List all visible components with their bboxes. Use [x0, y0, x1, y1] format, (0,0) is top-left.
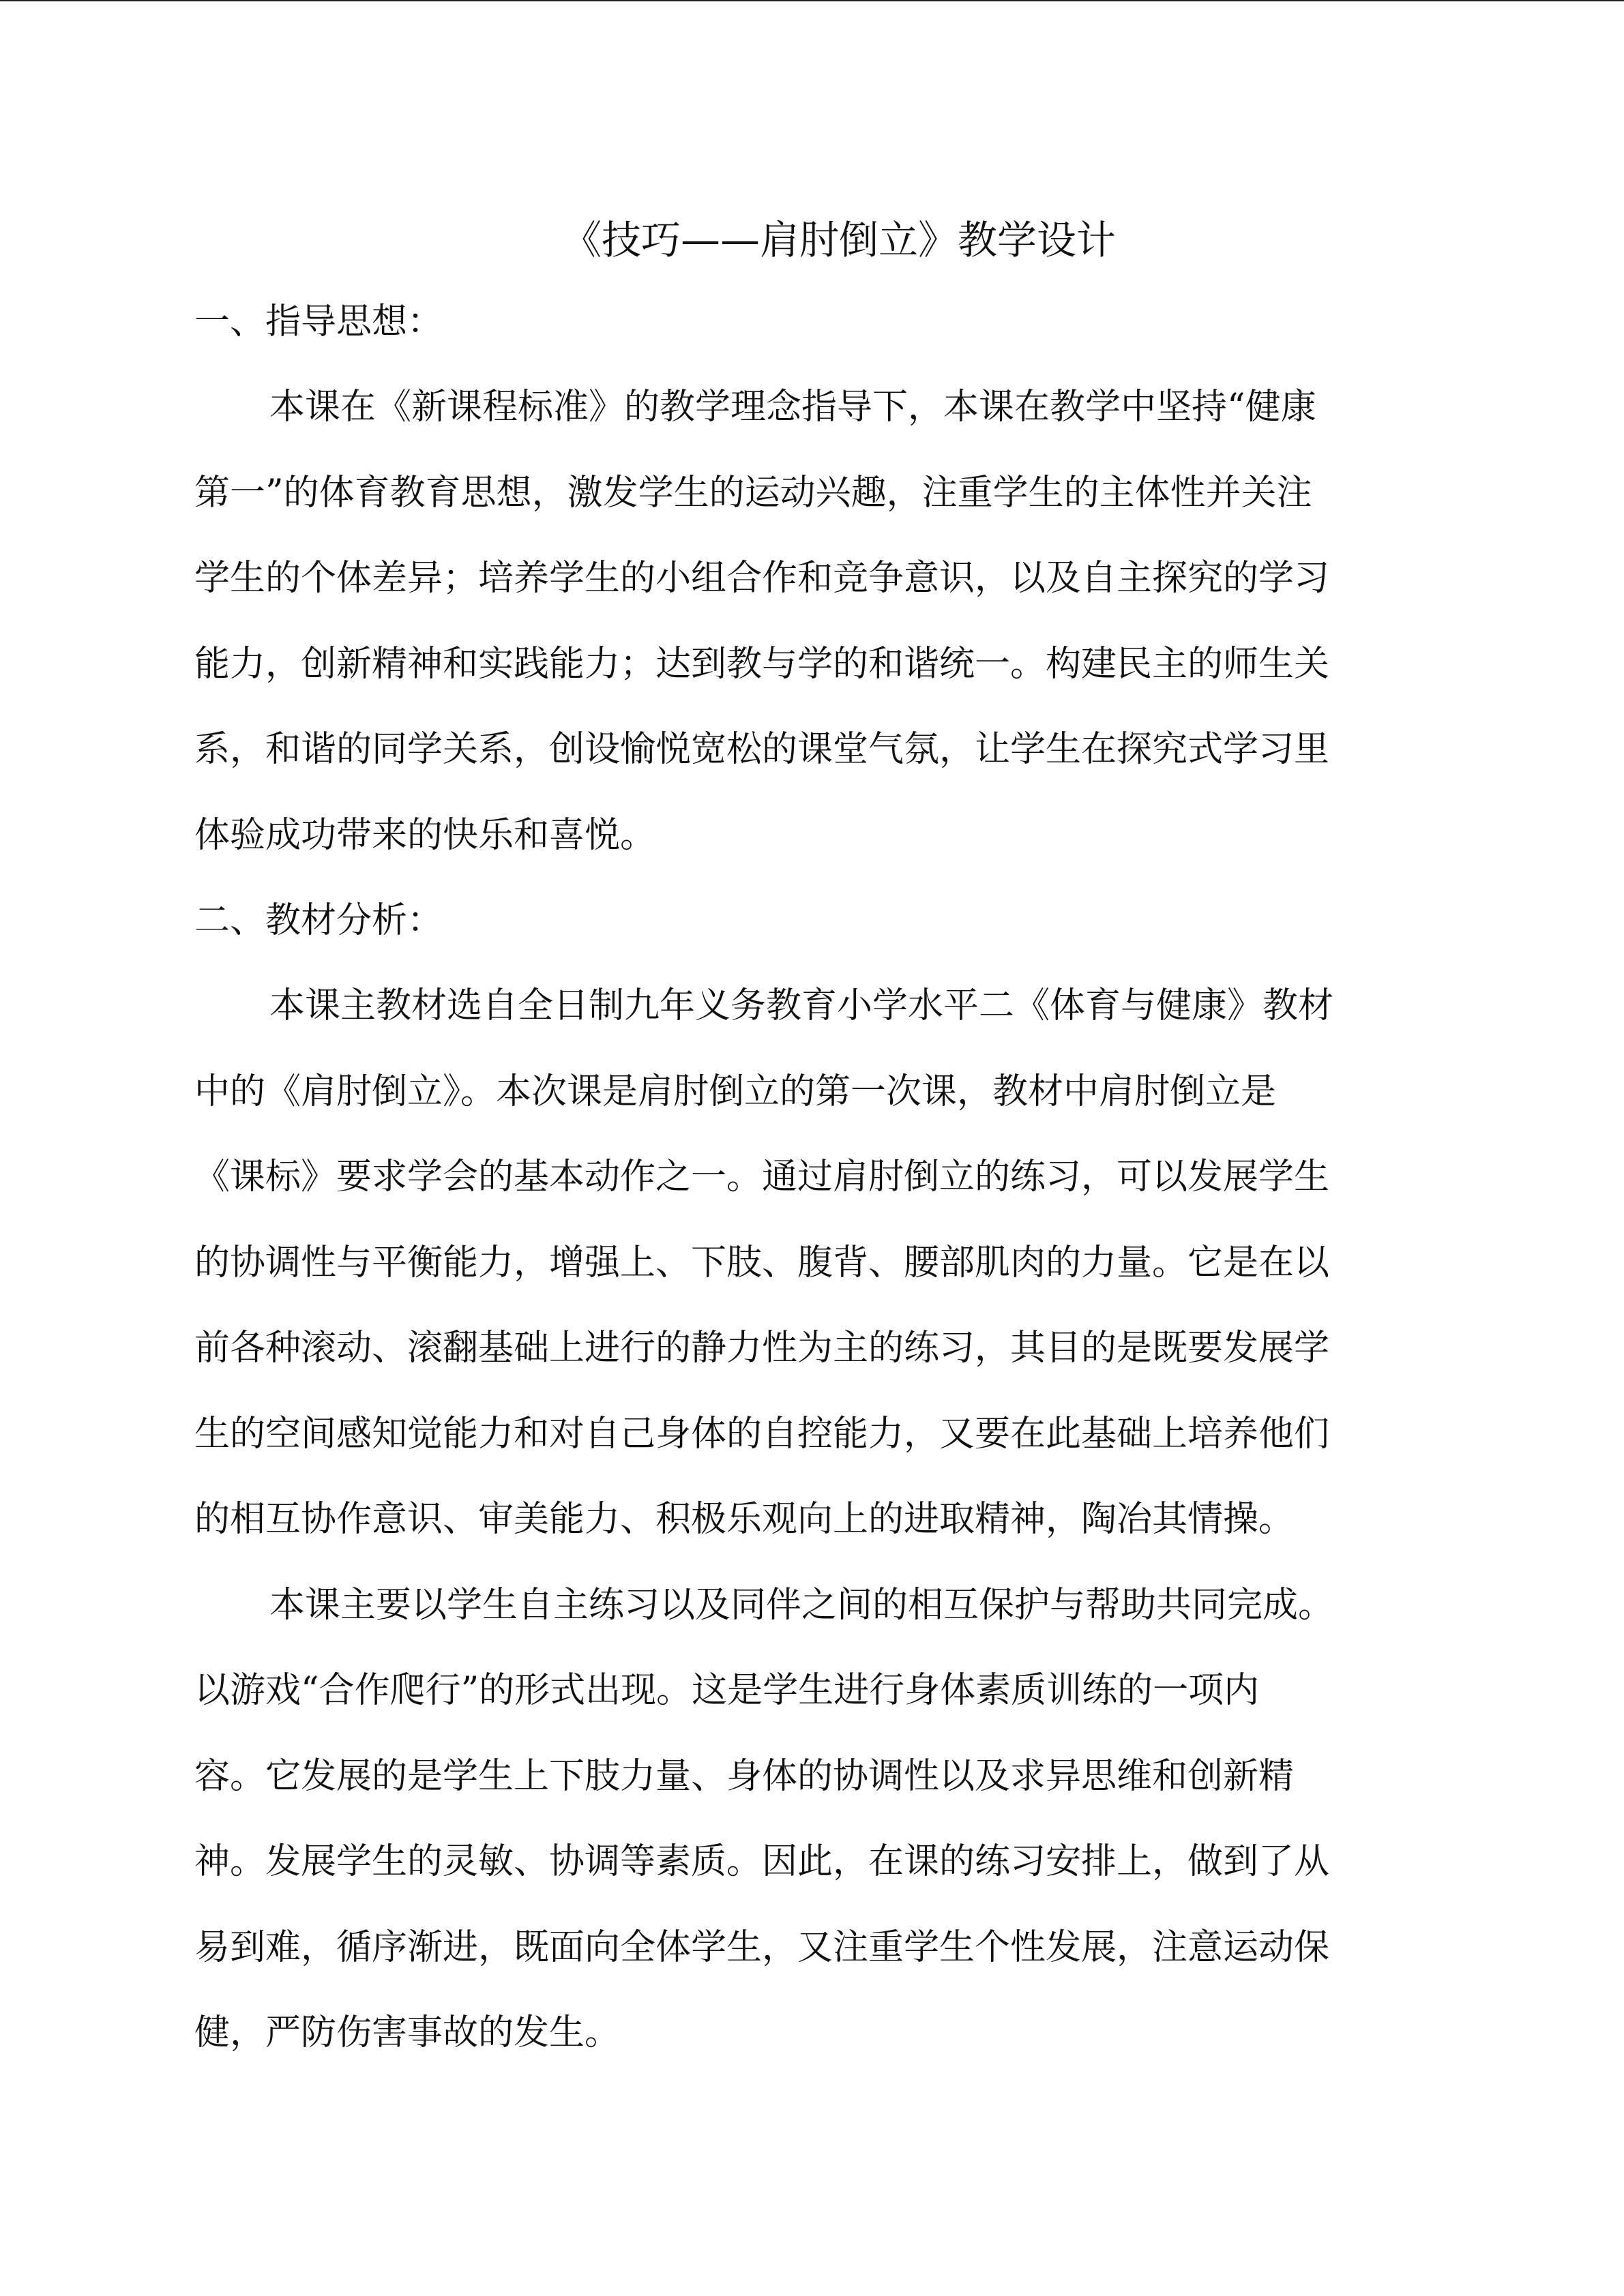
text-line: 本课主要以学生自主练习以及同伴之间的相互保护与帮助共同完成。 — [269, 1584, 1334, 1626]
text-line: 体验成功带来的快乐和喜悦。 — [194, 814, 656, 856]
text-line: 以游戏“合作爬行”的形式出现。这是学生进行身体素质训练的一项内 — [194, 1670, 1260, 1711]
document-body — [194, 200, 1422, 2076]
text-line: 中的《肩肘倒立》。本次课是肩肘倒立的第一次课，教材中肩肘倒立是 — [194, 1071, 1277, 1112]
text-line: 第一”的体育教育思想，激发学生的运动兴趣，注重学生的主体性并关注 — [194, 472, 1312, 513]
text-line: 容。它发展的是学生上下肢力量、身体的协调性以及求异思维和创新精 — [194, 1755, 1295, 1797]
paragraph-guiding-thought — [194, 365, 1422, 878]
text-line: 健，严防伤害事故的发生。 — [194, 2012, 621, 2053]
text-line: 易到难，循序渐进，既面向全体学生，又注重学生个性发展，注意运动保 — [194, 1926, 1330, 1968]
text-line: 的相互协作意识、审美能力、积极乐观向上的进取精神，陶冶其情操。 — [194, 1499, 1295, 1540]
text-line: 生的空间感知觉能力和对自己身体的自控能力，又要在此基础上培养他们 — [194, 1413, 1330, 1455]
text-line: 能力，创新精神和实践能力；达到教与学的和谐统一。构建民主的师生关 — [194, 643, 1330, 685]
document-title: 《技巧——肩肘倒立》教学设计 — [561, 217, 1116, 263]
section-heading-material-analysis: 二、教材分析： — [194, 900, 443, 941]
paragraph-material-analysis-1 — [194, 964, 1422, 1563]
section-heading-guiding-thought: 一、指导思想： — [194, 301, 443, 342]
text-line: 本课主教材选自全日制九年义务教育小学水平二《体育与健康》教材 — [269, 985, 1334, 1026]
text-line: 《课标》要求学会的基本动作之一。通过肩肘倒立的练习，可以发展学生 — [194, 1157, 1330, 1197]
text-line: 神。发展学生的灵敏、协调等素质。因此，在课的练习安排上，做到了从 — [194, 1841, 1330, 1882]
text-line: 的协调性与平衡能力，增强上、下肢、腹背、腰部肌肉的力量。它是在以 — [194, 1242, 1330, 1283]
text-line: 本课在《新课程标准》的教学理念指导下，本课在教学中坚持“健康 — [269, 387, 1316, 428]
paragraph-material-analysis-2 — [194, 1563, 1422, 2076]
text-line: 前各种滚动、滚翻基础上进行的静力性为主的练习，其目的是既要发展学 — [194, 1328, 1330, 1369]
text-line: 系，和谐的同学关系，创设愉悦宽松的课堂气氛，让学生在探究式学习里 — [194, 729, 1330, 770]
text-line: 学生的个体差异；培养学生的小组合作和竞争意识，以及自主探究的学习 — [194, 558, 1330, 599]
